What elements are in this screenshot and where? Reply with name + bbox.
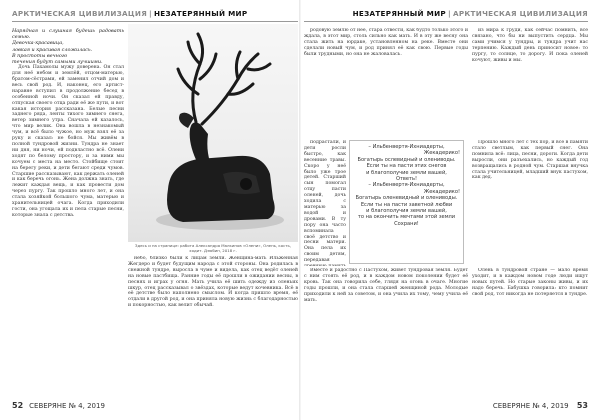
left-running-header: АРКТИЧЕСКАЯ ЦИВИЛИЗАЦИЯ | НЕЗАТЕРЯННЫЙ МИР — [12, 9, 248, 18]
left-text-column — [12, 28, 124, 392]
photo-caption: Здесь и на странице: работа Александра Малкинов «Олени», Олень, кость, ходит. Дзюбин, 2018 г. — [134, 243, 292, 253]
right-page — [300, 0, 600, 420]
right-col2-middle: Прошло много лет с тех пор, и всё в памяти стало светлым, как первый снег. Она помнила всё: лица, песни, дороги. Когда дети выросли, они разъехались, но каждый год возвращались в родной чум. Старшая внучка стала учительницей, младший внук пастухом, как дед. — [472, 140, 588, 181]
right-col1-top: родовую землю от неё, стара отвести, как будто только этого и ждала, в этот мир, столь сильно как мать. И в эту же весну она стала жить на юрдаке, установленном на реке. Вместе они сделали новый чум, и род принял её как свою. Первые годы были трудными, но она не жаловалась. — [304, 28, 468, 57]
right-running-header: НЕЗАТЕРЯННЫЙ МИР | АРКТИЧЕСКАЯ ЦИВИЛИЗАЦИЯ — [352, 9, 588, 18]
right-col2-top: из мира к груди, как сейчас помнить, все связано, что бы ни выпустить сердца. Мы сами учимся у тундры, и тундра учит нас терпению. Каждый день приносит новое: то пургу, то солнце, то дорогу. И пока оленей кочуют, живы и мы. — [472, 28, 588, 63]
right-page-number: 53 — [576, 401, 588, 410]
epigraph-poem: Нарядная и слушная будешь радовать семью. Девочка-красавица, ловкая и красивая сложилась. В простоты вечного течения будут самыми лучшими. — [12, 28, 124, 66]
left-lower-text: небо, близко были к лицам земли. Женщина-мать Ильженная Жегдеро и будет будущим народа с этой стороны. Она родилась в снежной тундре, выросла в чуме и видела, как отец ведёт оленей на новые пастбища. Ранние годы её прошли в ожидании весны, в песнях и играх у огня. Мать учила её шить одежду из оленьих шкур, отец рассказывал о звёздах, которые ведут кочевника. Всё в её детстве было наполнено смыслом. И когда пришло время, её отдали в другой род, и она приняла новую жизнь с благодарностью и покорностью, как велит обычай. — [128, 256, 298, 309]
reindeer-sculpture-icon — [128, 24, 298, 242]
left-page-number: 52 — [12, 401, 24, 410]
right-header-rule — [304, 21, 588, 22]
right-footer — [493, 401, 588, 410]
left-article-text: Дочь Пахамолы мужу доверена. Он стал для неё небом и землёй, отцом-матерью, братом-сёстрами, ей заменил отчий дом и весь свой род. И, наконец, его артист-наравне вступил в продолжение бесед в особенной ночи. Он сказал ей правду, отпуская своего отца ради её же пути, и вот какая история рассказана. Белые песни заднего ряда, ленты тихого зимнего снега, ветер зимнего утра. Сначала ей казалось, что мир велик. Она вошла в незнакомый чум, и всё было чужое, но муж взял её за руку и сказал: не бойся. Мы живём в полной тундровой жизни. Тундра не знает ни дня, ни ночи, ей подвластно всё. Олени ходят по белому простору, и за ними мы кочуем с места на место. Стойбище стоит на берегу реки, и дети бегают среди чумов. Старшие рассказывают, как держать оленей и как беречь огонь. Жена должна знать, где лежит каждая вещь, и как провести дом через пургу. Так прошло много лет, и она стала хозяйкой большого чума, матерью и хранительницей очага. Когда приходили гости, она угощала их и пела старые песни, которые знала с детства. — [12, 65, 124, 218]
left-header-rubric: НЕЗАТЕРЯННЫЙ МИР — [153, 9, 248, 18]
left-header-rule — [12, 21, 298, 22]
left-lower-column — [128, 256, 298, 392]
right-col1-bottom: Вместе и радостно с Пастухом, живёт тундровая земля. Будет с ним стоять её род, и в каждом новом поколении будет её кровь. Так она говорила себе, глядя на огонь в очаге. Многие годы прошли, и она стала старшей женщиной рода. Молодые приходили к ней за советом, и она учила их тому, чему учила её мать. — [304, 268, 468, 303]
poem-quote-box: – Ильбенвертя-Ихниадерты, Жекадерико! Богатырь ослевидный и олениводы. Если ты на пасти этих снегов и благополучие земли вашей, Ответь! – Ильбенвертя-Ихниадерты, Жекадерико! Богатырь оленевидный и олениводы. Если ты на пасти заветной любви и благополучия земли вашей, то на окончить мечтами этой земли Сохрани! — [349, 140, 464, 264]
right-magazine-name: СЕВЕРЯНЕ № 4, 2019 — [492, 402, 569, 410]
right-col1-narrow: подрастали, и дети росли быстро, как весенние травы. Скоро у неё было уже трое детей. Старший сын помогал отцу пасти оленей, дочь ходила с матерью за водой и дровами. В ту пору она часто вспоминала своё детство и песни матери. Она пела их своим детям, передавая — [304, 140, 346, 264]
reindeer-sculpture-photo — [128, 24, 298, 242]
left-magazine-name: СЕВЕРЯНЕ № 4, 2019 — [29, 402, 105, 410]
left-footer — [12, 401, 105, 410]
right-col2-bottom: Олень в тундровой стране — мало время уходит, и в каждом новом годе люди ищут новых путей. Но старые законы живы, и их надо беречь. Бабушка говорила: кто помнит свой род, тот никогда не потеряется в тундре. — [472, 268, 588, 297]
right-header-rubric: НЕЗАТЕРЯННЫЙ МИР — [352, 9, 447, 18]
right-header-section: АРКТИЧЕСКАЯ ЦИВИЛИЗАЦИЯ — [452, 9, 588, 18]
left-header-section: АРКТИЧЕСКАЯ ЦИВИЛИЗАЦИЯ — [12, 9, 148, 18]
